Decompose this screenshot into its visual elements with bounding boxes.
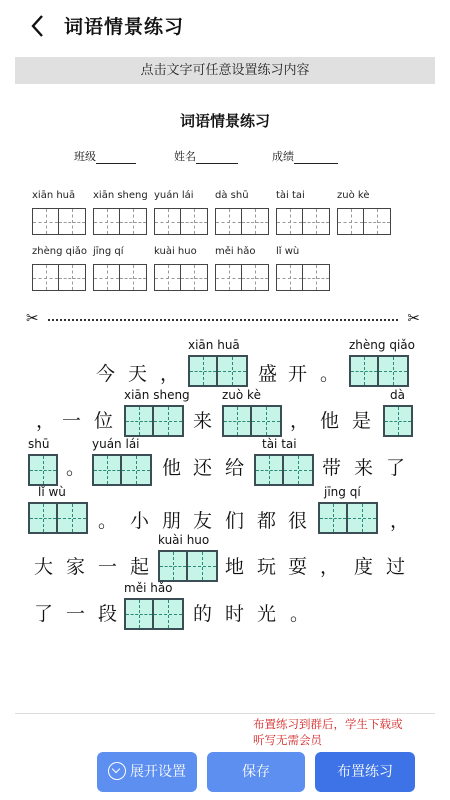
cut-line (26, 309, 420, 327)
passage-char[interactable]: 带 (322, 457, 342, 479)
passage-char[interactable]: 。 (98, 510, 118, 532)
passage-char[interactable]: 小 (130, 510, 150, 532)
passage-char[interactable]: 他 (162, 457, 182, 479)
passage-char[interactable]: 们 (225, 510, 245, 532)
passage-char[interactable]: 了 (34, 603, 54, 625)
passage-char[interactable]: 是 (352, 410, 372, 432)
page-title: 词语情景练习 (64, 16, 185, 38)
passage-char[interactable]: 的 (193, 603, 213, 625)
class-field: 班级 (74, 148, 136, 164)
passage-char[interactable]: 光 (257, 603, 277, 625)
passage-char[interactable]: ， (290, 410, 310, 432)
scissors-icon: ✂ (407, 309, 420, 327)
passage-char[interactable]: ， (390, 510, 410, 532)
passage-char[interactable]: 很 (288, 510, 308, 532)
divider (15, 713, 435, 714)
passage-char[interactable]: 来 (354, 457, 374, 479)
passage-char[interactable]: 给 (225, 457, 245, 479)
passage-char[interactable]: 一 (62, 410, 82, 432)
passage-char[interactable]: 朋 (162, 510, 182, 532)
chevron-left-icon (24, 10, 52, 42)
assign-practice-button[interactable]: 布置练习 (315, 752, 415, 792)
passage-char[interactable]: 一 (98, 556, 118, 578)
worksheet-title[interactable]: 词语情景练习 (179, 112, 270, 130)
passage-char[interactable]: 过 (386, 556, 406, 578)
back-button[interactable] (24, 10, 52, 42)
passage-char[interactable]: 家 (66, 556, 86, 578)
passage-char[interactable]: 了 (386, 457, 406, 479)
passage-char[interactable]: 他 (320, 410, 340, 432)
passage-char[interactable]: 玩 (257, 556, 277, 578)
name-field: 姓名 (174, 148, 238, 164)
passage-char[interactable]: ， (320, 556, 340, 578)
passage-char[interactable]: 天 (128, 363, 148, 385)
passage-char[interactable]: 。 (320, 363, 340, 385)
scissors-icon: ✂ (26, 309, 39, 327)
expand-settings-button[interactable]: 展开设置 (97, 752, 197, 792)
passage-char[interactable]: 。 (290, 603, 310, 625)
passage-char[interactable]: 度 (354, 556, 374, 578)
passage-char[interactable]: 一 (66, 603, 86, 625)
passage-char[interactable]: 地 (225, 556, 245, 578)
passage-char[interactable]: ， (160, 363, 180, 385)
app-header (0, 0, 450, 52)
save-button[interactable]: 保存 (207, 752, 305, 792)
passage-char[interactable]: 起 (130, 556, 150, 578)
passage-char[interactable]: 盛 (258, 363, 278, 385)
passage-char[interactable]: 大 (34, 556, 54, 578)
passage-char[interactable]: 都 (257, 510, 277, 532)
passage-char[interactable]: 段 (98, 603, 118, 625)
chevron-down-icon (108, 762, 126, 780)
member-note: 布置练习到群后，学生下载或听写无需会员 (253, 717, 403, 747)
passage-char[interactable]: 今 (96, 363, 116, 385)
passage-char[interactable]: 耍 (288, 556, 308, 578)
passage-char[interactable]: 友 (193, 510, 213, 532)
passage-char[interactable]: 开 (288, 363, 308, 385)
passage-char[interactable]: 时 (225, 603, 245, 625)
passage-char[interactable]: 位 (94, 410, 114, 432)
passage-char[interactable]: 还 (193, 457, 213, 479)
edit-hint-bar[interactable]: 点击文字可任意设置练习内容 (15, 57, 435, 84)
passage-char[interactable]: 。 (66, 457, 86, 479)
passage-char[interactable]: ， (36, 410, 56, 432)
passage-char[interactable]: 来 (193, 410, 213, 432)
score-field: 成绩 (272, 148, 338, 164)
